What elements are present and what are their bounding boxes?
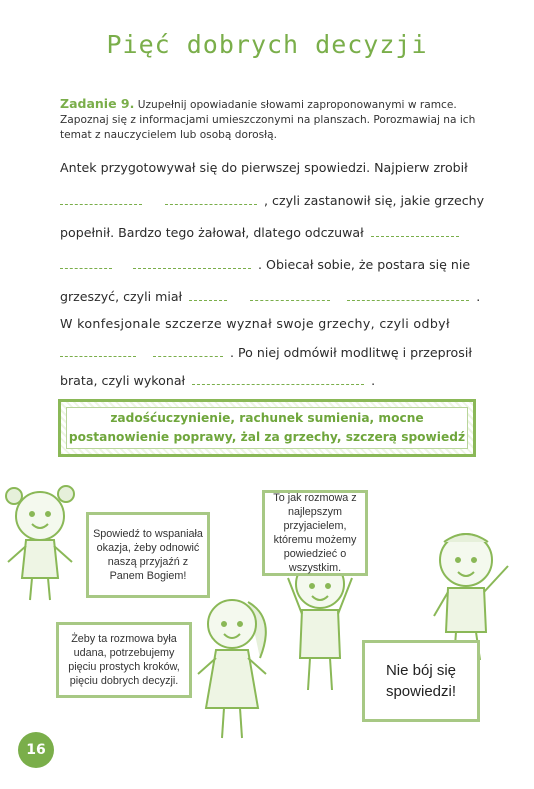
story-text: Antek przygotowywał się do pierwszej spowiedzi. Najpierw zrobił [60, 160, 468, 175]
story-line [60, 160, 468, 175]
task-text: Uzupełnij opowiadanie słowami zaproponowanymi w ramce. Zapoznaj się z informacjami umieszczonymi na planszach. Porozmawiaj na ich temat z nauczycielem lub osobą dorosłą. [60, 99, 476, 141]
page-title: Pięć dobrych decyzji [106, 30, 428, 59]
blank-field[interactable] [371, 224, 459, 237]
story-text: . [371, 373, 376, 388]
story-text: brata, czyli wykonał [60, 373, 186, 388]
blank-field[interactable] [189, 288, 227, 301]
blank-field[interactable] [165, 192, 257, 205]
story-line [60, 344, 472, 360]
task-instruction [60, 96, 480, 143]
girl-illustration-center [188, 588, 278, 748]
blank-field[interactable] [347, 288, 469, 301]
blank-field[interactable] [60, 344, 136, 357]
blank-field[interactable] [60, 256, 112, 269]
speech-text: Spowiedź to wspaniała okazja, żeby odnowić naszą przyjaźń z Panem Bogiem! [93, 528, 203, 582]
word-bank-line: postanowienie poprawy, żal za grzechy, szczerą spowiedź [68, 430, 466, 444]
speech-text: Żeby ta rozmowa była udana, potrzebujemy pięciu prostych kroków, pięciu dobrych decyzji. [68, 633, 180, 687]
story-line [60, 372, 375, 388]
blank-field[interactable] [60, 192, 142, 205]
task-label: Zadanie 9. [60, 96, 135, 111]
story-line [60, 256, 470, 272]
word-bank-line: zadośćuczynienie, rachunek sumienia, mocne [110, 411, 424, 425]
story-line [60, 224, 462, 240]
speech-bubble [362, 640, 480, 722]
word-bank [66, 407, 468, 449]
speech-text: To jak rozmowa z najlepszym przyjacielem, któremu możemy powiedzieć o wszystkim. [273, 492, 357, 574]
story-text: . Po niej odmówił modlitwę i przeprosił [230, 345, 472, 360]
story-text: W konfesjonale szczerze wyznał swoje grzechy, czyli odbył [60, 316, 450, 331]
speech-text: Nie bój się spowiedzi! [385, 662, 457, 700]
blank-field[interactable] [133, 256, 251, 269]
blank-field[interactable] [250, 288, 330, 301]
story-text: . Obiecał sobie, że postara się nie [258, 257, 471, 272]
story-line [60, 192, 484, 208]
blank-field[interactable] [192, 372, 364, 385]
word-bank-frame [58, 399, 476, 457]
story-line [60, 316, 450, 331]
story-text: grzeszyć, czyli miał [60, 289, 183, 304]
story-text: , czyli zastanowił się, jakie grzechy [264, 193, 485, 208]
blank-field[interactable] [153, 344, 223, 357]
speech-bubble [262, 490, 368, 576]
girl-illustration-left [0, 478, 90, 608]
story-line [60, 288, 480, 304]
speech-bubble [86, 512, 210, 598]
page-number: 16 [18, 732, 54, 768]
speech-bubble [56, 622, 192, 698]
story-text: . [476, 289, 481, 304]
story-text: popełnił. Bardzo tego żałował, dlatego odczuwał [60, 225, 364, 240]
